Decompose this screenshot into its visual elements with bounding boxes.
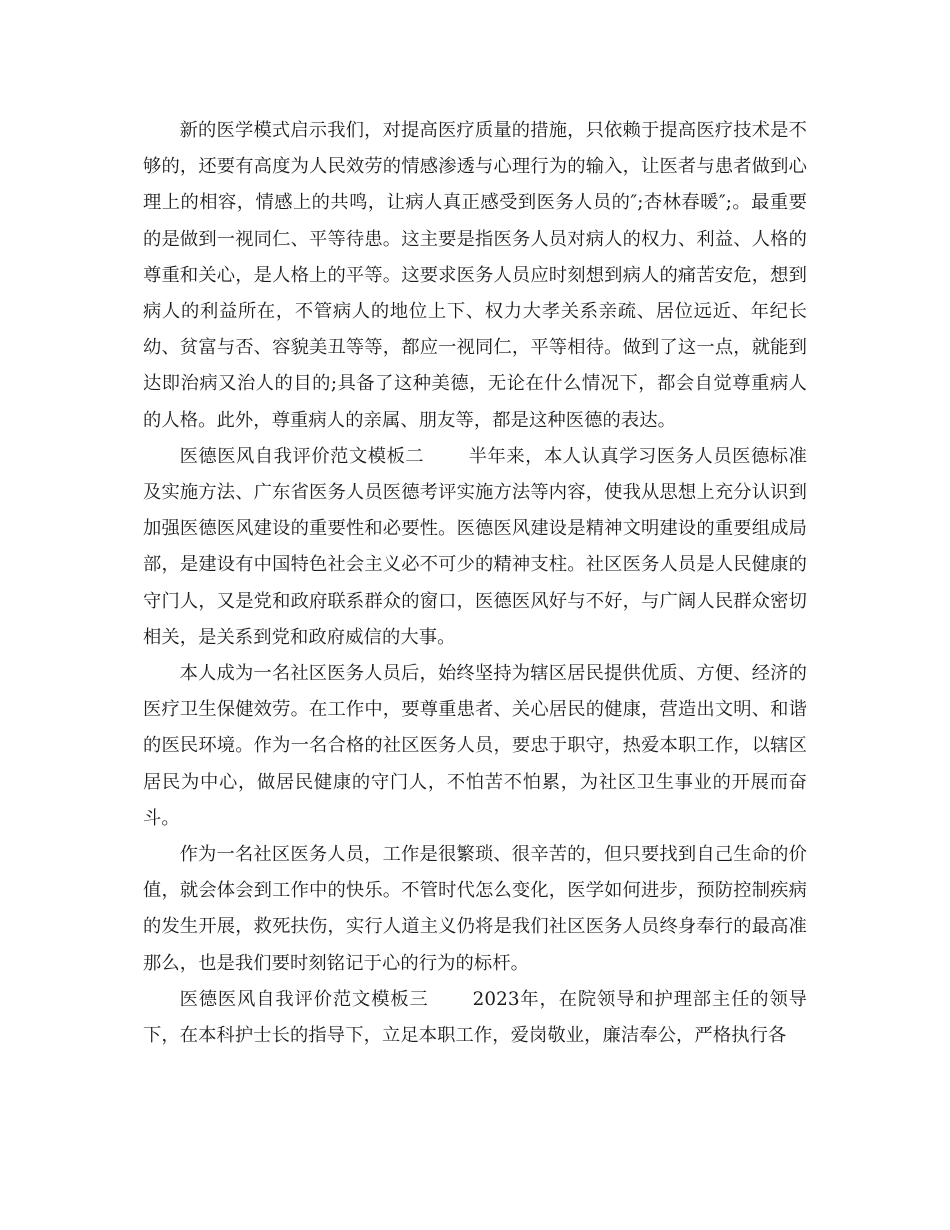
paragraph-2-text: 半年来，本人认真学习医务人员医德标准及实施方法、广东省医务人员医德考评实施方法等内容，使我从思想上充分认识到加强医德医风建设的重要性和必要性。医德医风建设是精神文明建设的重要组成局部，是建设有中国特色社会主义必不可少的精神支柱。社区医务人员是人民健康的守门人，又是党和政府联系群众的窗口，医德医风好与不好，与广阔人民群众密切相关，是关系到党和政府威信的大事。 xyxy=(143,445,807,648)
section-heading-3: 医德医风自我评价范文模板三 xyxy=(179,988,429,1010)
paragraph-5-text: 2023年，在院领导和护理部主任的领导下，在本科护士长的指导下，立足本职工作，爱岗敬业，廉洁奉公，严格执行各 xyxy=(143,988,807,1047)
paragraph-2 xyxy=(143,439,807,656)
paragraph-3: 本人成为一名社区医务人员后，始终坚持为辖区居民提供优质、方便、经济的医疗卫生保健效劳。在工作中，要尊重患者、关心居民的健康，营造出文明、和谐的医民环境。作为一名合格的社区医务人员，要忠于职守，热爱本职工作，以辖区居民为中心，做居民健康的守门人，不怕苦不怕累，为社区卫生事业的开展而奋斗。 xyxy=(143,663,807,829)
paragraph-5 xyxy=(143,982,807,1054)
section-heading-2: 医德医风自我评价范文模板二 xyxy=(179,445,425,467)
document-body xyxy=(143,113,807,1054)
paragraph-1: 新的医学模式启示我们，对提高医疗质量的措施，只依赖于提高医疗技术是不够的，还要有高度为人民效劳的情感渗透与心理行为的输入，让医者与患者做到心理上的相容，情感上的共鸣，让病人真正感受到医务人员的″;杏林春暖″;。最重要的是做到一视同仁、平等待患。这主要是指医务人员对病人的权力、利益、人格的尊重和关心，是人格上的平等。这要求医务人员应时刻想到病人的痛苦安危，想到病人的利益所在，不管病人的地位上下、权力大孝关系亲疏、居位远近、年纪长幼、贫富与否、容貌美丑等等，都应一视同仁，平等相待。做到了这一点，就能到达即治病又治人的目的;具备了这种美德，无论在什么情况下，都会自觉尊重病人的人格。此外，尊重病人的亲属、朋友等，都是这种医德的表达。 xyxy=(143,120,807,431)
paragraph-4: 作为一名社区医务人员，工作是很繁琐、很辛苦的，但只要找到自己生命的价值，就会体会到工作中的快乐。不管时代怎么变化，医学如何进步，预防控制疾病的发生开展，救死扶伤，实行人道主义仍将是我们社区医务人员终身奉行的最高准那么，也是我们要时刻铭记于心的行为的标杆。 xyxy=(143,844,807,974)
